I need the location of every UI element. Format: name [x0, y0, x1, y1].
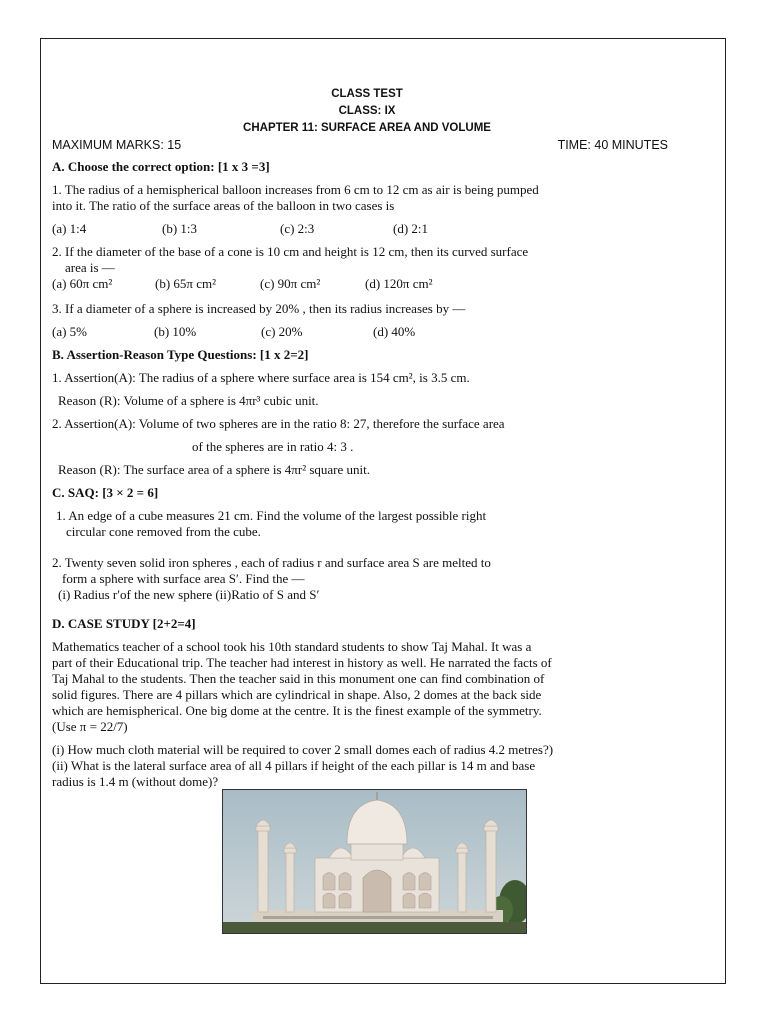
qa2-line1: 2. If the diameter of the base of a cone is 10 cm and height is 12 cm, then its curved surface — [52, 244, 529, 259]
qa1-option-c: (c) 2:3 — [280, 221, 315, 236]
qa1-options — [52, 221, 682, 237]
qb1-reason: Reason (R): Volume of a sphere is 4πr³ cubic unit. — [58, 393, 319, 408]
section-b-title: B. Assertion-Reason Type Questions: [1 x 2=2] — [52, 347, 309, 362]
max-marks: MAXIMUM MARKS: 15 — [52, 138, 182, 152]
qd-ii-line2: radius is 1.4 m (without dome)? — [52, 774, 219, 789]
qa2-option-b: (b) 65π cm² — [155, 276, 217, 291]
taj-mahal-photo — [222, 789, 527, 934]
qa2-option-d: (d) 120π cm² — [365, 276, 433, 291]
header-class: CLASS: IX — [338, 105, 396, 117]
qa1-line1: 1. The radius of a hemispherical balloon increases from 6 cm to 12 cm as air is being pumped — [52, 182, 539, 197]
qc2-line2: form a sphere with surface area S′. Find the — — [62, 571, 305, 586]
case-line: part of their Educational trip. The teacher had interest in history as well. He narrated the facts of — [52, 655, 552, 670]
qa1-option-a: (a) 1:4 — [52, 221, 87, 236]
qa2-options — [52, 276, 682, 292]
case-line: Mathematics teacher of a school took his 10th standard students to show Taj Mahal. It was a — [52, 639, 532, 654]
qa3-option-b: (b) 10% — [154, 324, 197, 339]
marks-time-row — [52, 137, 682, 153]
qa3-options — [52, 324, 682, 340]
qa2-option-c: (c) 90π cm² — [260, 276, 321, 291]
time-limit: TIME: 40 MINUTES — [557, 138, 668, 152]
case-line: (Use π = 22/7) — [52, 719, 128, 734]
case-line: solid figures. There are 4 pillars which are cylindrical in shape. Also, 2 domes at the back side — [52, 687, 542, 702]
qc2-line3: (i) Radius r′of the new sphere (ii)Ratio of S and S′ — [58, 587, 320, 602]
qa2-option-a: (a) 60π cm² — [52, 276, 113, 291]
case-line: Taj Mahal to the students. Then the teacher said in this monument one can find combination of — [52, 671, 545, 686]
qc2-line1: 2. Twenty seven solid iron spheres , each of radius r and surface area S are melted to — [52, 555, 491, 570]
qd-ii-line1: (ii) What is the lateral surface area of all 4 pillars if height of the each pillar is 14 m and base — [52, 758, 536, 773]
qb2-assertion: 2. Assertion(A): Volume of two spheres are in the ratio 8: 27, therefore the surface area — [52, 416, 505, 431]
case-study-paragraph — [52, 639, 682, 735]
qa3-option-c: (c) 20% — [261, 324, 303, 339]
qa1-line2: into it. The ratio of the surface areas of the balloon in two cases is — [52, 198, 395, 213]
qb1-assertion: 1. Assertion(A): The radius of a sphere where surface area is 154 cm², is 3.5 cm. — [52, 370, 470, 385]
taj-mahal-icon — [223, 790, 526, 933]
qc1-line1: 1. An edge of a cube measures 21 cm. Find the volume of the largest possible right — [56, 508, 487, 523]
header-chapter: CHAPTER 11: SURFACE AREA AND VOLUME — [243, 122, 491, 134]
qa3-option-a: (a) 5% — [52, 324, 88, 339]
qc1-line2: circular cone removed from the cube. — [66, 524, 261, 539]
section-a-title: A. Choose the correct option: [1 x 3 =3] — [52, 159, 270, 174]
qb2-assertion-cont: of the spheres are in ratio 4: 3 . — [192, 439, 354, 454]
qa1-option-d: (d) 2:1 — [393, 221, 429, 236]
qa3-line1: 3. If a diameter of a sphere is increased by 20% , then its radius increases by — — [52, 301, 466, 316]
section-c-title: C. SAQ: [3 × 2 = 6] — [52, 485, 159, 500]
qb2-reason: Reason (R): The surface area of a sphere is 4πr² square unit. — [58, 462, 370, 477]
test-paper — [52, 86, 682, 790]
qa2-line2: area is — — [65, 260, 115, 275]
qa3-option-d: (d) 40% — [373, 324, 416, 339]
header-class-test: CLASS TEST — [331, 88, 403, 100]
case-line: which are hemispherical. One big dome at the centre. It is the finest example of the symmetry. — [52, 703, 542, 718]
qd-i: (i) How much cloth material will be required to cover 2 small domes each of radius 4.2 metres?) — [52, 742, 554, 757]
qa1-option-b: (b) 1:3 — [162, 221, 198, 236]
section-d-title: D. CASE STUDY [2+2=4] — [52, 616, 196, 631]
